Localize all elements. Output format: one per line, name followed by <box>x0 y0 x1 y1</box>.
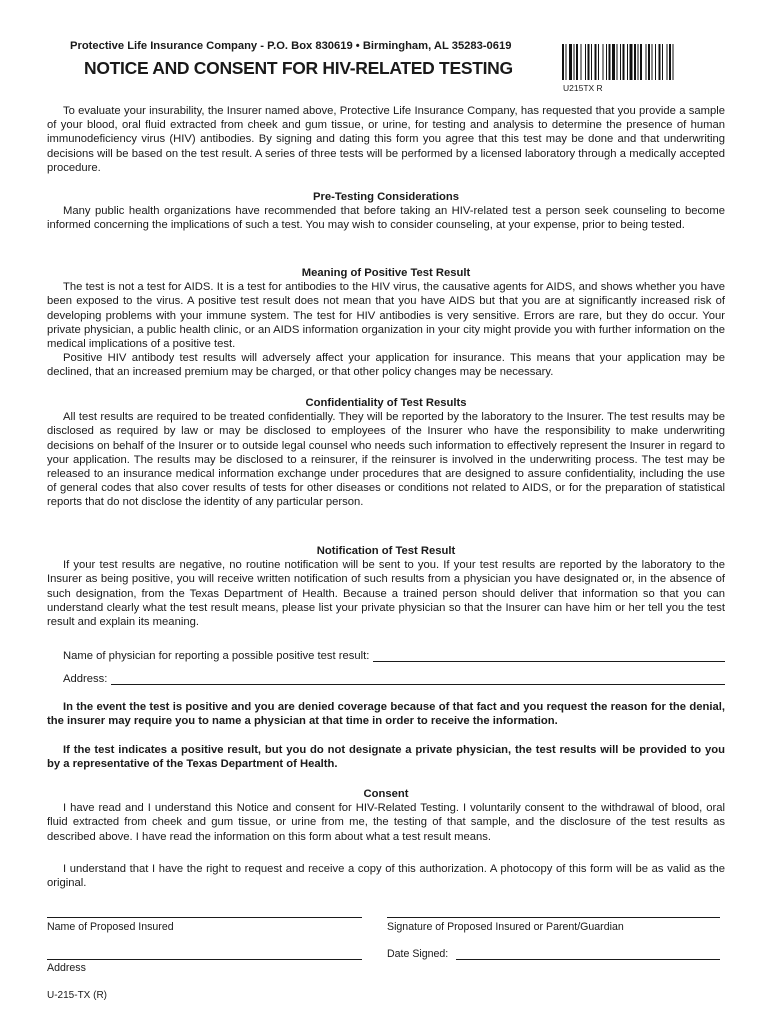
pretesting-heading: Pre-Testing Considerations <box>312 191 460 203</box>
address-field-row <box>63 673 725 685</box>
positive-text-1: The test is not a test for AIDS. It is a test for antibodies to the HIV virus, the causative agents for AIDS, and shows whether you have been exposed to the virus. A positive test result does not mean that you have AIDS but that you are at significantly increased risk of developing problems with your immune system. The test for HIV antibodies is very sensitive. Errors are rare, but they do occur. Your private physician, a public health clinic, or an AIDS information organization in your city might provide you with further information on the medical implications of a positive test. <box>47 281 725 351</box>
positive-text-2: Positive HIV antibody test results will adversely affect your application for insurance. This means that your application may be declined, that an increased premium may be charged, or that other policy changes may be necessary. <box>47 352 725 379</box>
physician-address-input[interactable] <box>111 673 725 685</box>
confidentiality-text: All test results are required to be treated confidentially. They will be reported by the laboratory to the Insurer. The test results may be disclosed as required by law or may be disclosed to employees of the Insurer who have the responsibility to make underwriting decisions on behalf of the Insurer or to outside legal counsel who needs such information to effectively represent the Insurer in regard to your application. The results may be disclosed to a reinsurer, if the reinsurer is involved in the underwriting process. The test may be released to an insurance medical information exchange under procedures that are designed to assure confidentiality, including the use of general codes that also cover results of tests for other diseases or conditions not related to AIDS, or for the preparation of statistical reports that do not disclose the identity of any particular person. <box>47 411 725 509</box>
consent-text-1: I have read and I understand this Notice and consent for HIV-Related Testing. I voluntarily consent to the withdrawal of blood, oral fluid extracted from cheek and gum tissue, or urine from me, the testing of that sample, and the disclosure of the test results as described above. I have read the information on this form about what a test result means. <box>47 802 725 843</box>
company-line: Protective Life Insurance Company - P.O. Box 830619 • Birmingham, AL 35283-0619 <box>70 40 512 52</box>
denial-note <box>47 700 725 728</box>
address-label: Address <box>47 962 86 974</box>
address-field-label: Address: <box>63 673 108 685</box>
barcode-image <box>562 44 722 80</box>
no-physician-note-text: If the test indicates a positive result, but you do not designate a private physician, the test results will be provided to you by a representative of the Texas Department of Health. <box>47 744 725 771</box>
form-title: NOTICE AND CONSENT FOR HIV-RELATED TESTING <box>84 58 513 78</box>
physician-name-input[interactable] <box>373 650 725 662</box>
barcode-code: U215TX R <box>563 83 603 93</box>
physician-field-label: Name of physician for reporting a possible positive test result: <box>63 650 370 662</box>
form-code: U-215-TX (R) <box>47 990 108 1001</box>
consent-section <box>47 787 725 844</box>
consent-copy-section <box>47 862 725 890</box>
notification-heading: Notification of Test Result <box>316 545 456 557</box>
pretesting-text: Many public health organizations have recommended that before taking an HIV-related test a person seek counseling to become informed concerning the implications of such a test. You may wish to consider counseling, at your expense, prior to being tested. <box>47 205 725 232</box>
no-physician-note <box>47 743 725 771</box>
consent-heading: Consent <box>363 788 409 800</box>
signature-label: Signature of Proposed Insured or Parent/Guardian <box>387 921 624 933</box>
physician-field-row <box>63 650 725 662</box>
positive-heading: Meaning of Positive Test Result <box>301 267 471 279</box>
denial-note-text: In the event the test is positive and you are denied coverage because of that fact and you request the reason for the denial, the insurer may require you to name a physician at that time in order to receive the information. <box>47 701 725 728</box>
date-signed-label: Date Signed: <box>387 948 449 960</box>
address-line[interactable] <box>47 959 362 960</box>
intro-paragraph <box>47 104 725 175</box>
confidentiality-heading: Confidentiality of Test Results <box>305 397 467 409</box>
positive-section <box>47 266 725 380</box>
proposed-insured-name-line[interactable] <box>47 917 362 918</box>
proposed-insured-name-label: Name of Proposed Insured <box>47 921 174 933</box>
intro-text: To evaluate your insurability, the Insurer named above, Protective Life Insurance Company, has requested that you provide a sample of your blood, oral fluid extracted from cheek and gum tissue, or urine, for testing and analysis to determine the presence of human immunodeficiency virus (HIV) antibodies. By signing and dating this form you agree that this test may be done and that underwriting decisions will be based on the test result. A series of three tests will be performed by a licensed laboratory through a medically accepted procedure. <box>47 105 725 174</box>
consent-text-2: I understand that I have the right to request and receive a copy of this authorization. A photocopy of this form will be as valid as the original. <box>47 863 725 890</box>
signature-line[interactable] <box>387 917 720 918</box>
notification-section <box>47 544 725 629</box>
confidentiality-section <box>47 396 725 510</box>
notification-text: If your test results are negative, no routine notification will be sent to you. If your test results are reported by the laboratory to the Insurer as being positive, you will receive written notification of such results from a physician you have designated or, in the absence of such designation, from the Texas Department of Health. Because a trained person should deliver that information so that you can understand clearly what the test result means, please list your private physician so that the Insurer can have him or her tell you the test result and explain its meaning. <box>47 559 725 629</box>
date-signed-line[interactable] <box>456 959 720 960</box>
pretesting-section <box>47 190 725 233</box>
